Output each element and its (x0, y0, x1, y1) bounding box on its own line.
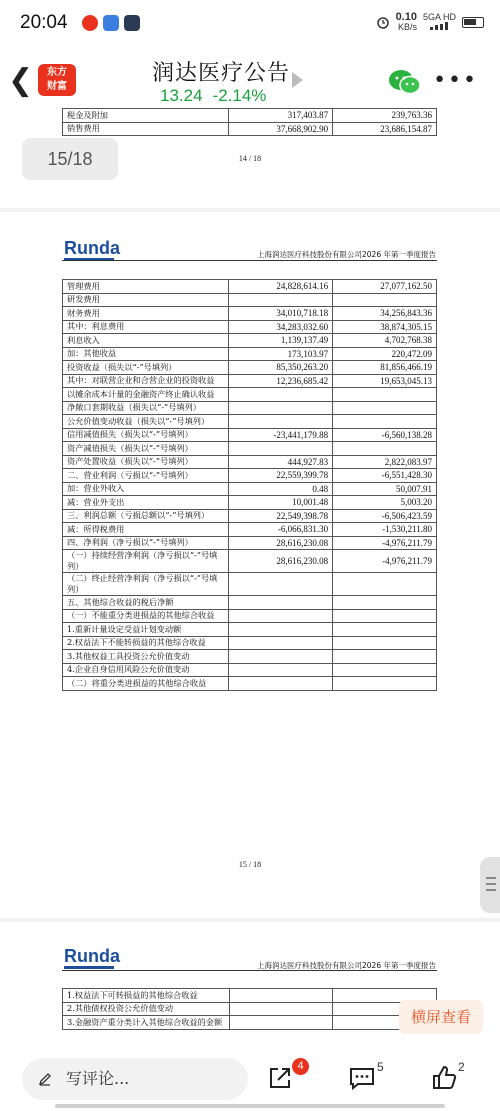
table-row (63, 609, 437, 623)
home-indicator (55, 1104, 445, 1108)
current-period-value: 444,927.83 (229, 455, 333, 469)
wechat-share-icon[interactable] (388, 68, 422, 96)
row-label: 加：其他收益 (63, 347, 229, 361)
current-period-value: 10,001.48 (229, 496, 333, 510)
page-indicator: 15/18 (22, 138, 118, 180)
comment-icon[interactable] (348, 1064, 376, 1092)
pencil-icon (38, 1072, 52, 1086)
prior-period-value: 50,007.91 (333, 482, 437, 496)
table-row (63, 523, 437, 537)
prior-period-value: 19,653,045.13 (333, 374, 437, 388)
current-period-value (229, 442, 333, 456)
table-row (63, 677, 437, 691)
table-row (63, 307, 437, 321)
table-row (63, 636, 437, 650)
current-period-value: 37,668,902.90 (229, 122, 333, 136)
row-label: 2.其他债权投资公允价值变动 (63, 1002, 230, 1016)
current-period-value (229, 596, 333, 610)
landscape-view-button[interactable]: 横屏查看 (399, 1000, 483, 1034)
row-label: 其中：利息费用 (63, 320, 229, 334)
row-label: 税金及附加 (63, 109, 229, 123)
prior-period-value: 38,874,305.15 (333, 320, 437, 334)
table-row (63, 388, 437, 402)
table-row (63, 496, 437, 510)
current-period-value (229, 388, 333, 402)
row-label: 其中：对联营企业和合营企业的投资收益 (63, 374, 229, 388)
document-page-16 (0, 922, 500, 1062)
prior-period-value (333, 636, 437, 650)
app-notification-icon (124, 15, 140, 31)
table-row (63, 109, 437, 123)
bottom-bar (0, 1048, 500, 1111)
row-label: 研发费用 (63, 293, 229, 307)
table-row (63, 428, 437, 442)
prior-period-value: 34,256,843.36 (333, 307, 437, 321)
table-row (63, 573, 437, 596)
prior-period-value (333, 415, 437, 429)
prior-period-value: 27,077,162.50 (333, 280, 437, 294)
current-period-value (229, 293, 333, 307)
current-period-value: 1,139,137.49 (229, 334, 333, 348)
runda-logo: Runda (64, 238, 120, 258)
current-period-value (229, 1002, 333, 1016)
row-label: 4.企业自身信用风险公允价值变动 (63, 663, 229, 677)
table-row (63, 663, 437, 677)
header (0, 48, 500, 114)
current-period-value (229, 1016, 333, 1030)
row-label: 3.其他权益工具投资公允价值变动 (63, 650, 229, 664)
comment-input[interactable]: 写评论... (22, 1058, 248, 1100)
header-rule (62, 260, 437, 261)
current-period-value (229, 623, 333, 637)
report-header: 上海润达医疗科技股份有限公司2026 年第一季度报告 (257, 250, 436, 259)
prior-period-value (333, 663, 437, 677)
table-row (63, 623, 437, 637)
current-period-value: -6,066,831.30 (229, 523, 333, 537)
comment-count: 5 (377, 1060, 384, 1074)
current-period-value (229, 663, 333, 677)
current-period-value (229, 650, 333, 664)
table-row (63, 1016, 437, 1030)
table-row (63, 401, 437, 415)
prior-period-value (333, 650, 437, 664)
row-label: 二、营业利润（亏损以“-”号填列） (63, 469, 229, 483)
row-label: 销售费用 (63, 122, 229, 136)
current-period-value: 173,103.97 (229, 347, 333, 361)
current-period-value: 85,350,263.20 (229, 361, 333, 375)
status-right (376, 12, 484, 32)
row-label: 投资收益（损失以“-”号填列） (63, 361, 229, 375)
row-label: 管理费用 (63, 280, 229, 294)
current-period-value (229, 401, 333, 415)
back-icon[interactable]: ❮ (8, 63, 34, 98)
row-label: 公允价值变动收益（损失以“-”号填列） (63, 415, 229, 429)
prior-period-value: 81,856,466.19 (333, 361, 437, 375)
table-row (63, 374, 437, 388)
current-period-value (229, 415, 333, 429)
row-label: （一）不能重分类进损益的其他综合收益 (63, 609, 229, 623)
app-notification-icon (103, 15, 119, 31)
table-row (63, 469, 437, 483)
current-period-value: 22,559,399.78 (229, 469, 333, 483)
like-count: 2 (458, 1060, 465, 1074)
runda-logo: Runda (64, 946, 120, 966)
signal-bars-icon (430, 22, 456, 30)
row-label: 1.重新计量设定受益计划变动额 (63, 623, 229, 637)
row-label: （一）持续经营净利润（净亏损以“-”号填列） (63, 550, 229, 573)
status-time: 20:04 (20, 12, 68, 33)
current-period-value: 28,616,230.08 (229, 550, 333, 573)
stock-change: -2.14% (212, 86, 267, 105)
more-icon[interactable]: ••• (433, 68, 478, 93)
current-period-value (229, 573, 333, 596)
row-label: 五、其他综合收益的税后净额 (63, 596, 229, 610)
table-row (63, 361, 437, 375)
prior-period-value (333, 293, 437, 307)
prior-period-value: -6,560,138.28 (333, 428, 437, 442)
page16-rows (63, 989, 437, 1030)
row-label: 加：营业外收入 (63, 482, 229, 496)
page14-rows (63, 109, 437, 136)
prior-period-value (333, 609, 437, 623)
current-period-value: 22,549,398.78 (229, 509, 333, 523)
share-icon[interactable] (266, 1064, 294, 1092)
row-label: 以摊余成本计量的金融资产终止确认收益 (63, 388, 229, 402)
app-logo: 东方 财富 (38, 64, 76, 96)
table-row (63, 347, 437, 361)
alarm-icon (376, 15, 390, 29)
row-label: 资产减值损失（损失以“-”号填列） (63, 442, 229, 456)
row-label: 1.权益法下可转损益的其他综合收益 (63, 989, 230, 1003)
row-label: 三、利润总额（亏损总额以“-”号填列） (63, 509, 229, 523)
prior-period-value: -1,530,211.80 (333, 523, 437, 537)
prior-period-value: 5,003.20 (333, 496, 437, 510)
page-number: 14 / 18 (238, 154, 262, 163)
prior-period-value: 220,472.09 (333, 347, 437, 361)
prior-period-value (333, 623, 437, 637)
income-statement-table (62, 988, 437, 1030)
report-header: 上海润达医疗科技股份有限公司2026 年第一季度报告 (257, 961, 436, 970)
prior-period-value (333, 388, 437, 402)
app-notification-icon (82, 15, 98, 31)
stock-quote[interactable] (160, 86, 276, 106)
runda-logo-underline (64, 966, 114, 969)
signal-indicator: 5GA HD (423, 12, 456, 32)
table-row (63, 482, 437, 496)
row-label: 减：所得税费用 (63, 523, 229, 537)
play-icon[interactable] (292, 72, 303, 88)
prior-period-value: -4,976,211.79 (333, 550, 437, 573)
table-row (63, 122, 437, 136)
row-label: 财务费用 (63, 307, 229, 321)
table-row (63, 536, 437, 550)
income-statement-table (62, 108, 437, 136)
table-row (63, 442, 437, 456)
prior-period-value (333, 596, 437, 610)
status-bar (0, 0, 500, 48)
share-badge: 4 (292, 1058, 309, 1075)
header-rule (62, 970, 437, 971)
row-label: 四、净利润（净亏损以“-”号填列） (63, 536, 229, 550)
current-period-value: 28,616,230.08 (229, 536, 333, 550)
table-row (63, 550, 437, 573)
prior-period-value (333, 442, 437, 456)
row-label: 净敞口套期收益（损失以“-”号填列） (63, 401, 229, 415)
row-label: 资产处置收益（损失以“-”号填列） (63, 455, 229, 469)
page-title: 润达医疗公告 (152, 61, 291, 86)
row-label: （二）终止经营净利润（净亏损以“-”号填列） (63, 573, 229, 596)
current-period-value (229, 636, 333, 650)
table-row (63, 650, 437, 664)
current-period-value (229, 989, 333, 1003)
notification-icons (82, 15, 140, 31)
table-row (63, 989, 437, 1003)
current-period-value: 34,283,032.60 (229, 320, 333, 334)
prior-period-value: -4,976,211.79 (333, 536, 437, 550)
current-period-value: 0.48 (229, 482, 333, 496)
row-label: （二）将重分类进损益的其他综合收益 (63, 677, 229, 691)
prior-period-value: -6,551,428.30 (333, 469, 437, 483)
row-label: 3.金融资产重分类计入其他综合收益的金额 (63, 1016, 230, 1030)
table-row (63, 1002, 437, 1016)
row-label: 利息收入 (63, 334, 229, 348)
current-period-value: -23,441,179.88 (229, 428, 333, 442)
current-period-value (229, 677, 333, 691)
prior-period-value: 2,822,083.97 (333, 455, 437, 469)
prior-period-value (333, 677, 437, 691)
prior-period-value: 4,702,768.38 (333, 334, 437, 348)
page15-rows (63, 280, 437, 691)
current-period-value: 34,010,718.18 (229, 307, 333, 321)
table-row (63, 293, 437, 307)
current-period-value: 12,236,685.42 (229, 374, 333, 388)
row-label: 减：营业外支出 (63, 496, 229, 510)
table-row (63, 334, 437, 348)
battery-icon (462, 17, 484, 28)
prior-period-value: -6,506,423.59 (333, 509, 437, 523)
prior-period-value (333, 401, 437, 415)
income-statement-table (62, 279, 437, 691)
table-row (63, 415, 437, 429)
stock-price: 13.24 (160, 86, 203, 105)
row-label: 2.权益法下不能转损益的其他综合收益 (63, 636, 229, 650)
current-period-value: 24,828,614.16 (229, 280, 333, 294)
prior-period-value: 23,686,154.87 (333, 122, 437, 136)
table-row (63, 509, 437, 523)
prior-period-value (333, 573, 437, 596)
table-row (63, 455, 437, 469)
net-speed: 0.10 KB/s (395, 11, 417, 32)
table-row (63, 280, 437, 294)
side-drawer-handle[interactable] (480, 857, 500, 913)
prior-period-value: 239,763.36 (333, 109, 437, 123)
current-period-value (229, 609, 333, 623)
like-icon[interactable] (430, 1064, 458, 1092)
row-label: 信用减值损失（损失以“-”号填列） (63, 428, 229, 442)
table-row (63, 320, 437, 334)
current-period-value: 317,403.87 (229, 109, 333, 123)
page-number: 15 / 18 (238, 860, 262, 869)
table-row (63, 596, 437, 610)
document-page-15 (0, 212, 500, 918)
